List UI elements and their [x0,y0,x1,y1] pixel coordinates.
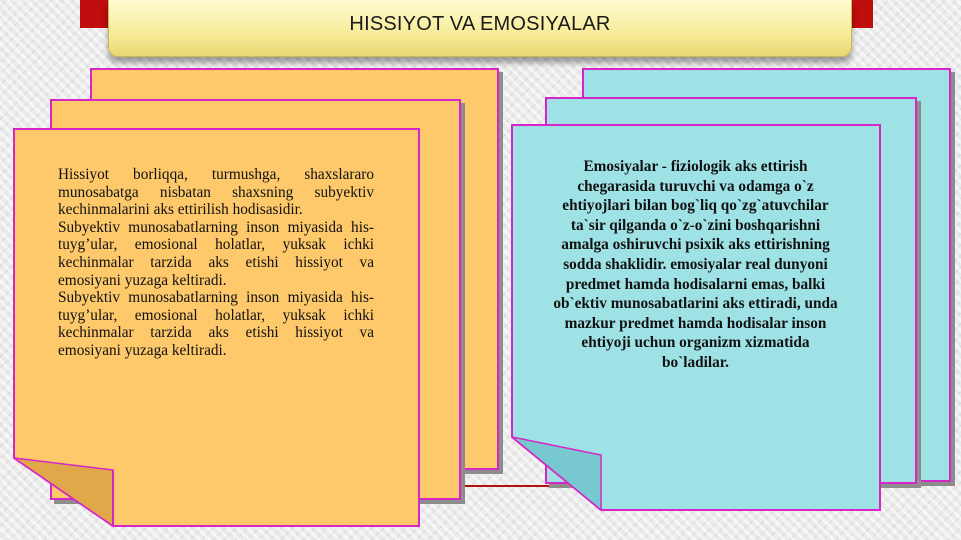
left-paragraph-2: Subyektiv munosabatlarning inson miyasida his-tuyg’ular, emosional holatlar, yuksak ichki kechinmalar tarzida aks etishi hissiyot va emosiyani yuzaga keltiradi. [58,218,374,289]
left-paragraph-3: Subyektiv munosabatlarning inson miyasida his-tuyg’ular, emosional holatlar, yuksak ichki kechinmalar tarzida aks etishi hissiyot va emosiyani yuzaga keltiradi. [58,289,374,359]
right-card-text: Emosiyalar - fiziologik aks ettirish chegarasida turuvchi va odamga o`z ehtiyojlari bilan bog`liq qo`zg`atuvchilar ta`sir qilganda o`z-o`zini boshqarishni amalga oshiruvchi psixik aks ettirishning sodda shaklidir. emosiyalar real dunyoni predmet hamda hodisalarni emas, balki ob`ektiv munosabatlarini aks ettiradi, unda mazkur predmet hamda hodisalar inson ehtiyoji uchun organizm xizmatida bo`ladilar. [553,158,838,371]
left-paragraph-1: Hissiyot borliqqa, turmushga, shaxslararo munosabatga nisbatan shaxsning subyektiv kechinmalarini aks ettirilish hodisasidir. [58,166,374,219]
slide-title: HISSIYOT VA EMOSIYALAR [349,12,611,35]
left-card-text [58,166,374,360]
